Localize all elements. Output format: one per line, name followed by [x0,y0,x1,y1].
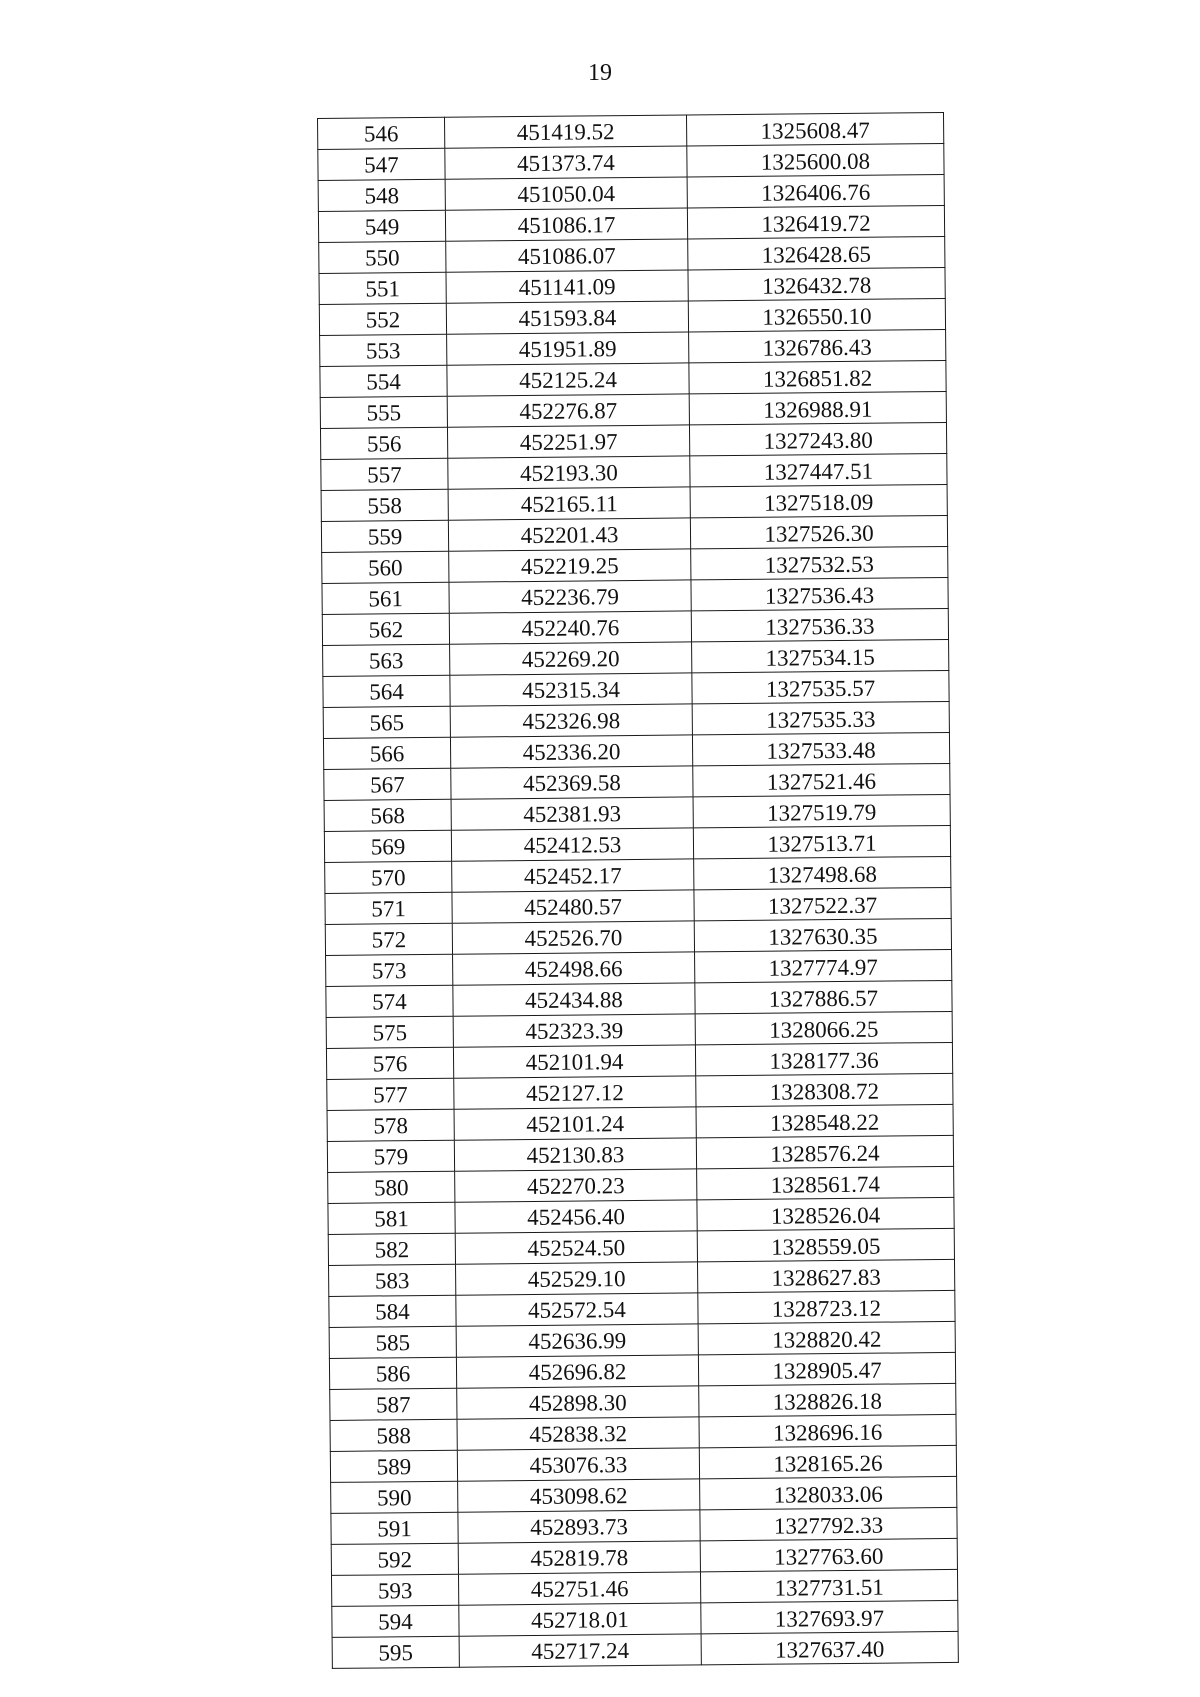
y-coordinate-cell: 1328548.22 [696,1104,953,1137]
y-coordinate-cell: 1326988.91 [689,391,946,424]
y-coordinate-cell: 1327513.71 [693,825,950,858]
point-number-cell: 566 [323,737,450,769]
x-coordinate-cell: 452193.30 [448,456,690,489]
x-coordinate-cell: 452130.83 [454,1138,696,1171]
y-coordinate-cell: 1325608.47 [686,112,943,145]
point-number-cell: 572 [325,923,452,955]
point-number-cell: 587 [330,1388,457,1420]
y-coordinate-cell: 1327792.33 [700,1507,957,1540]
point-number-cell: 554 [320,365,447,397]
point-number-cell: 546 [318,117,445,149]
point-number-cell: 571 [325,892,452,924]
point-number-cell: 590 [331,1481,458,1513]
x-coordinate-cell: 452326.98 [450,704,692,737]
table-row [332,1631,958,1668]
point-number-cell: 552 [319,303,446,335]
x-coordinate-cell: 452412.53 [451,828,693,861]
x-coordinate-cell: 452270.23 [455,1169,697,1202]
x-coordinate-cell: 452524.50 [455,1231,697,1264]
y-coordinate-cell: 1326851.82 [689,360,946,393]
point-number-cell: 576 [326,1047,453,1079]
point-number-cell: 581 [328,1202,455,1234]
x-coordinate-cell: 452369.58 [451,766,693,799]
x-coordinate-cell: 452201.43 [448,518,690,551]
x-coordinate-cell: 453098.62 [458,1479,700,1512]
point-number-cell: 584 [329,1295,456,1327]
point-number-cell: 592 [331,1543,458,1575]
y-coordinate-cell: 1328066.25 [695,1011,952,1044]
x-coordinate-cell: 452838.32 [457,1417,699,1450]
x-coordinate-cell: 452529.10 [456,1262,698,1295]
point-number-cell: 582 [328,1233,455,1265]
y-coordinate-cell: 1328559.05 [697,1228,954,1261]
y-coordinate-cell: 1326432.78 [688,267,945,300]
point-number-cell: 577 [327,1078,454,1110]
x-coordinate-cell: 452498.66 [453,952,695,985]
y-coordinate-cell: 1327535.33 [692,701,949,734]
y-coordinate-cell: 1326406.76 [687,174,944,207]
x-coordinate-cell: 452452.17 [452,859,694,892]
y-coordinate-cell: 1327519.79 [693,794,950,827]
y-coordinate-cell: 1326786.43 [689,329,946,362]
y-coordinate-cell: 1328723.12 [698,1290,955,1323]
y-coordinate-cell: 1328033.06 [700,1476,957,1509]
point-number-cell: 549 [318,210,445,242]
y-coordinate-cell: 1328308.72 [696,1073,953,1106]
x-coordinate-cell: 452526.70 [452,921,694,954]
point-number-cell: 569 [324,830,451,862]
x-coordinate-cell: 452718.01 [459,1603,701,1636]
y-coordinate-cell: 1328526.04 [697,1197,954,1230]
y-coordinate-cell: 1328820.42 [698,1321,955,1354]
x-coordinate-cell: 451141.09 [446,270,688,303]
point-number-cell: 585 [329,1326,456,1358]
x-coordinate-cell: 452276.87 [447,394,689,427]
point-number-cell: 555 [320,396,447,428]
x-coordinate-cell: 451593.84 [446,301,688,334]
x-coordinate-cell: 452269.20 [450,642,692,675]
x-coordinate-cell: 451086.07 [446,239,688,272]
point-number-cell: 583 [329,1264,456,1296]
x-coordinate-cell: 451086.17 [445,208,687,241]
point-number-cell: 547 [318,148,445,180]
point-number-cell: 557 [321,458,448,490]
point-number-cell: 563 [323,644,450,676]
x-coordinate-cell: 452125.24 [447,363,689,396]
x-coordinate-cell: 452236.79 [449,580,691,613]
y-coordinate-cell: 1328561.74 [697,1166,954,1199]
y-coordinate-cell: 1327536.43 [691,577,948,610]
y-coordinate-cell: 1327886.57 [695,980,952,1013]
y-coordinate-cell: 1326550.10 [688,298,945,331]
y-coordinate-cell: 1326419.72 [687,205,944,238]
x-coordinate-cell: 452819.78 [458,1541,700,1574]
x-coordinate-cell: 452696.82 [456,1355,698,1388]
y-coordinate-cell: 1327637.40 [701,1631,958,1664]
point-number-cell: 551 [319,272,446,304]
y-coordinate-cell: 1327774.97 [695,949,952,982]
x-coordinate-cell: 452251.97 [447,425,689,458]
y-coordinate-cell: 1327498.68 [694,856,951,889]
x-coordinate-cell: 452434.88 [453,983,695,1016]
y-coordinate-cell: 1327536.33 [691,608,948,641]
point-number-cell: 567 [324,768,451,800]
x-coordinate-cell: 452717.24 [459,1634,701,1667]
x-coordinate-cell: 452101.24 [454,1107,696,1140]
y-coordinate-cell: 1325600.08 [687,143,944,176]
y-coordinate-cell: 1327518.09 [690,484,947,517]
point-number-cell: 559 [321,520,448,552]
y-coordinate-cell: 1328177.36 [695,1042,952,1075]
y-coordinate-cell: 1327522.37 [694,887,951,920]
point-number-cell: 556 [320,427,447,459]
coordinates-table-body [318,112,959,1668]
point-number-cell: 560 [322,551,449,583]
y-coordinate-cell: 1328165.26 [699,1445,956,1478]
x-coordinate-cell: 451373.74 [445,146,687,179]
point-number-cell: 548 [318,179,445,211]
x-coordinate-cell: 451419.52 [444,115,686,148]
point-number-cell: 570 [325,861,452,893]
x-coordinate-cell: 452751.46 [458,1572,700,1605]
point-number-cell: 564 [323,675,450,707]
point-number-cell: 573 [326,954,453,986]
y-coordinate-cell: 1328826.18 [699,1383,956,1416]
point-number-cell: 561 [322,582,449,614]
point-number-cell: 586 [329,1357,456,1389]
point-number-cell: 580 [328,1171,455,1203]
point-number-cell: 568 [324,799,451,831]
y-coordinate-cell: 1327526.30 [690,515,947,548]
y-coordinate-cell: 1327731.51 [700,1569,957,1602]
x-coordinate-cell: 451050.04 [445,177,687,210]
x-coordinate-cell: 452165.11 [448,487,690,520]
x-coordinate-cell: 453076.33 [457,1448,699,1481]
point-number-cell: 562 [322,613,449,645]
page-number: 19 [588,60,612,86]
x-coordinate-cell: 452219.25 [449,549,691,582]
y-coordinate-cell: 1326428.65 [688,236,945,269]
x-coordinate-cell: 452323.39 [453,1014,695,1047]
y-coordinate-cell: 1327532.53 [691,546,948,579]
y-coordinate-cell: 1327447.51 [690,453,947,486]
y-coordinate-cell: 1327521.46 [693,763,950,796]
point-number-cell: 553 [320,334,447,366]
x-coordinate-cell: 452572.54 [456,1293,698,1326]
x-coordinate-cell: 452456.40 [455,1200,697,1233]
y-coordinate-cell: 1327243.80 [689,422,946,455]
point-number-cell: 550 [319,241,446,273]
point-number-cell: 574 [326,985,453,1017]
x-coordinate-cell: 452127.12 [454,1076,696,1109]
y-coordinate-cell: 1327533.48 [692,732,949,765]
point-number-cell: 589 [330,1450,457,1482]
point-number-cell: 579 [327,1140,454,1172]
y-coordinate-cell: 1327535.57 [692,670,949,703]
y-coordinate-cell: 1328576.24 [696,1135,953,1168]
x-coordinate-cell: 452636.99 [456,1324,698,1357]
x-coordinate-cell: 452315.34 [450,673,692,706]
y-coordinate-cell: 1328905.47 [698,1352,955,1385]
y-coordinate-cell: 1328627.83 [697,1259,954,1292]
point-number-cell: 595 [332,1636,459,1668]
x-coordinate-cell: 452336.20 [450,735,692,768]
point-number-cell: 578 [327,1109,454,1141]
point-number-cell: 591 [331,1512,458,1544]
x-coordinate-cell: 452898.30 [457,1386,699,1419]
x-coordinate-cell: 452101.94 [453,1045,695,1078]
x-coordinate-cell: 452240.76 [449,611,691,644]
y-coordinate-cell: 1327693.97 [701,1600,958,1633]
x-coordinate-cell: 451951.89 [447,332,689,365]
x-coordinate-cell: 452381.93 [451,797,693,830]
x-coordinate-cell: 452893.73 [458,1510,700,1543]
y-coordinate-cell: 1327630.35 [694,918,951,951]
point-number-cell: 593 [331,1574,458,1606]
point-number-cell: 575 [326,1016,453,1048]
point-number-cell: 565 [323,706,450,738]
y-coordinate-cell: 1327763.60 [700,1538,957,1571]
x-coordinate-cell: 452480.57 [452,890,694,923]
point-number-cell: 588 [330,1419,457,1451]
point-number-cell: 594 [332,1605,459,1637]
y-coordinate-cell: 1328696.16 [699,1414,956,1447]
y-coordinate-cell: 1327534.15 [692,639,949,672]
point-number-cell: 558 [321,489,448,521]
coordinates-table [317,112,959,1669]
